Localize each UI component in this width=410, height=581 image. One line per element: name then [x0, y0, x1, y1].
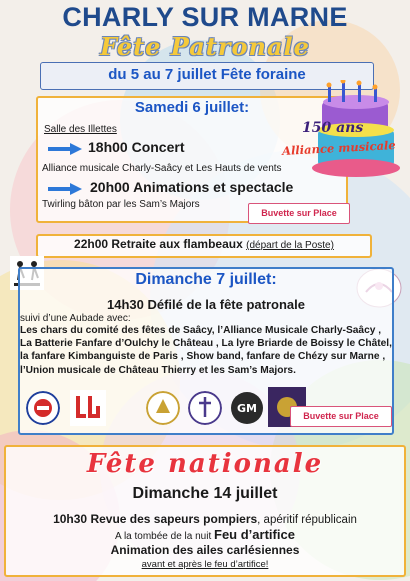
alliance-musicale-label: Alliance musicale [281, 138, 396, 158]
night-prefix: A la tombée de la nuit [115, 531, 215, 542]
national-date: Dimanche 14 juillet [132, 485, 278, 502]
retraite-departure: (départ de la Poste) [246, 240, 334, 251]
buvette-badge-saturday: Buvette sur Place [248, 203, 350, 224]
fireworks-timing: avant et après le feu d’artifice! [141, 559, 269, 570]
animations-time: 20h00 Animations et spectacle [90, 179, 294, 195]
saturday-title: Samedi 6 juillet: [134, 99, 250, 116]
fete-patronale-title: Fête Patronale [100, 32, 310, 61]
orchestras-text: Alliance musicale Charly-Saâcy et Les Hauts de vents [42, 163, 282, 174]
buvette-badge-sunday: Buvette sur Place [290, 406, 392, 427]
union-musicale-logo-icon [230, 391, 264, 425]
venue-label: Salle des Illettes [44, 124, 117, 135]
alliance-musicale-logo-icon [188, 391, 222, 425]
animation-ailes: Animation des ailes carlésiennes [110, 543, 300, 557]
aubade-text: suivi d’une Aubade avec: [20, 313, 131, 324]
twirling-text: Twirling bâton par les Sam’s Majors [42, 199, 200, 210]
retraite-line [36, 237, 372, 251]
revue-suffix: , apéritif républicain [257, 514, 357, 526]
participants-text: Les chars du comité des fêtes de Saâcy, l’Alliance Musicale Charly-Saâcy , La Batterie Fanfare d’Oulchy le Château , La lyre Briarde de Boissy le Châtel, la fanfare Kimbanguiste de Paris , Show band, fanfare de Chézy sur Marne , l’Union musicale de Château Thierry et les Sam’s Majors. [20, 325, 392, 376]
fete-nationale-title: Fête nationale [86, 449, 324, 479]
retraite-text: 22h00 Retraite aux flambeaux [74, 237, 243, 251]
arrow-right-icon [48, 183, 82, 195]
arrow-right-icon [48, 143, 82, 155]
dates-text: du 5 au 7 juillet Fête foraine [108, 66, 306, 83]
svg-text:GM: GM [237, 402, 257, 415]
revue-time: 10h30 Revue des sapeurs pompiers [53, 512, 258, 526]
sunday-title: Dimanche 7 juillet: [135, 271, 277, 288]
anniversary-label: 150 ans [302, 120, 364, 136]
concert-time: 18h00 Concert [88, 139, 185, 155]
batterie-fanfare-logo-icon [26, 391, 60, 425]
town-title: CHARLY SUR MARNE [62, 2, 348, 32]
ensemble-logo-icon [146, 391, 180, 425]
night-line [4, 527, 406, 542]
fireworks-text: Feu d’artifice [214, 527, 295, 542]
revue-line [4, 512, 406, 526]
parade-time: 14h30 Défilé de la fête patronale [107, 297, 305, 312]
lyre-logo-icon [70, 390, 106, 426]
